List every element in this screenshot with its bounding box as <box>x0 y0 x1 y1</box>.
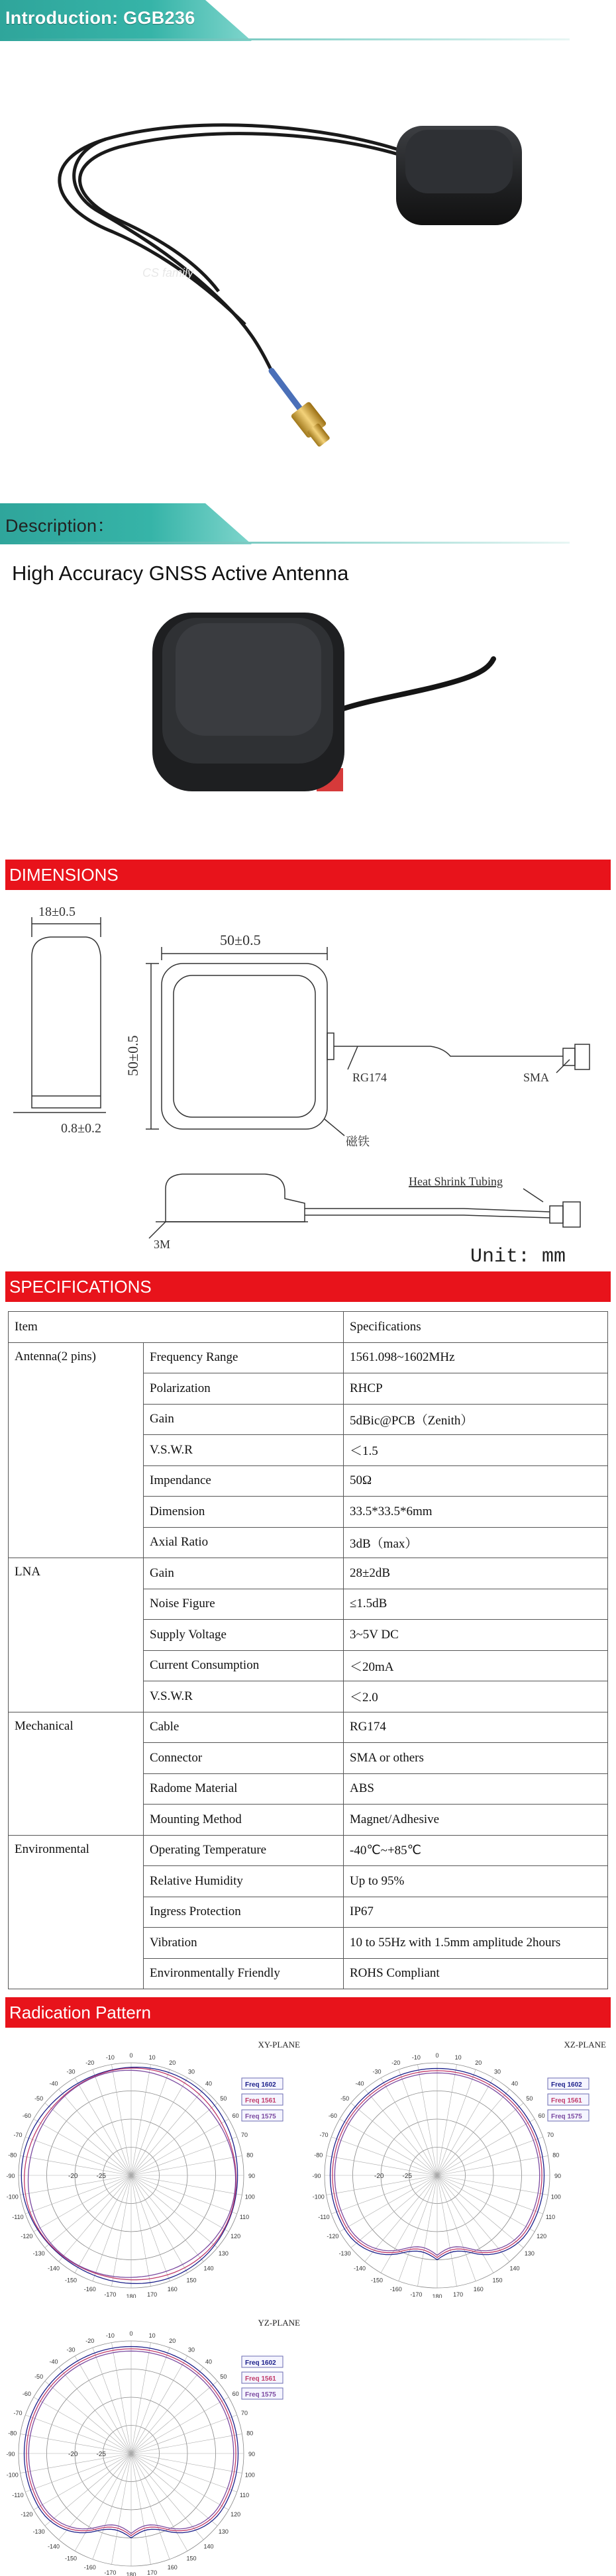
table-row <box>9 1835 608 1866</box>
polar-angle-label: -150 <box>64 2555 77 2562</box>
polar-angle-label: -70 <box>319 2131 329 2138</box>
intro-banner <box>0 0 570 41</box>
polar-angle-label: -170 <box>104 2569 117 2576</box>
plane-title: YZ-PLANE <box>258 2318 300 2328</box>
polar-angle-label: 40 <box>205 2080 212 2087</box>
polar-spoke <box>131 2381 217 2453</box>
polar-angle-label: 150 <box>186 2277 197 2284</box>
polar-spoke <box>25 2415 131 2453</box>
polar-angle-label: 150 <box>492 2277 503 2284</box>
polar-angle-label: 180 <box>126 2293 136 2298</box>
svg-text:Freq 1602: Freq 1602 <box>245 2359 276 2367</box>
legend-item <box>548 2094 589 2105</box>
spec-group-name: LNA <box>9 1558 144 1712</box>
polar-angle-label: 50 <box>220 2373 227 2381</box>
specifications-title: SPECIFICATIONS <box>9 1277 152 1297</box>
spec-param: Connector <box>144 1743 344 1774</box>
polar-angle-label: 60 <box>232 2391 239 2397</box>
polar-angle-label: 10 <box>148 2054 156 2061</box>
polar-angle-label: -120 <box>327 2233 339 2240</box>
polar-spoke <box>437 2089 509 2175</box>
polar-ring-label: -25 <box>402 2173 412 2180</box>
polar-spoke <box>131 2103 217 2175</box>
polar-angle-label: 130 <box>524 2250 535 2257</box>
polar-angle-label: -10 <box>105 2054 115 2061</box>
svg-text:Freq 1602: Freq 1602 <box>245 2081 276 2089</box>
polar-angle-label: -20 <box>391 2059 401 2066</box>
polar-angle-label: 70 <box>241 2131 248 2138</box>
spec-value: -40℃~+85℃ <box>344 1835 608 1866</box>
polar-angle-label: -120 <box>21 2511 33 2518</box>
polar-angle-label: -80 <box>8 2152 17 2159</box>
legend-item <box>242 2094 283 2105</box>
spec-param: Ingress Protection <box>144 1897 344 1928</box>
polar-spoke <box>131 2175 237 2214</box>
polar-spoke <box>93 2175 131 2281</box>
legend-item <box>242 2078 283 2089</box>
polar-spoke <box>131 2348 170 2453</box>
antenna-closeup <box>0 599 616 818</box>
svg-text:Freq 1575: Freq 1575 <box>245 2113 276 2120</box>
spec-value: Up to 95% <box>344 1866 608 1897</box>
table-row <box>9 1342 608 1373</box>
polar-angle-label: -150 <box>370 2277 384 2284</box>
spec-param: Noise Figure <box>144 1589 344 1620</box>
polar-angle-label: -90 <box>6 2451 15 2457</box>
polar-spoke <box>93 2348 131 2453</box>
polar-angle-label: 150 <box>186 2555 197 2562</box>
polar-angle-label: -40 <box>49 2080 58 2087</box>
spec-value: 3dB（max） <box>344 1527 608 1558</box>
svg-text:Freq 1561: Freq 1561 <box>551 2097 582 2105</box>
polar-angle-label: -60 <box>22 2391 31 2397</box>
polar-angle-label: 80 <box>246 2152 254 2159</box>
polar-spoke <box>437 2069 476 2175</box>
polar-spoke <box>131 2175 203 2261</box>
polar-angle-label: -110 <box>12 2492 24 2499</box>
svg-text:Freq 1575: Freq 1575 <box>551 2113 582 2120</box>
polar-spoke <box>131 2453 217 2526</box>
polar-angle-label: 100 <box>550 2193 561 2201</box>
polar-angle-label: -150 <box>64 2277 77 2284</box>
polar-angle-label: -160 <box>389 2286 402 2293</box>
antenna-puck <box>396 126 522 225</box>
polar-angle-label: 20 <box>169 2337 176 2344</box>
polar-angle-label: -140 <box>48 2265 60 2272</box>
spec-value: 10 to 55Hz with 1.5mm amplitude 2hours <box>344 1928 608 1959</box>
spec-param: V.S.W.R <box>144 1681 344 1712</box>
polar-spoke <box>437 2137 543 2175</box>
legend-item <box>242 2388 283 2399</box>
spec-param: Environmentally Friendly <box>144 1958 344 1989</box>
polar-spoke <box>59 2089 131 2175</box>
polar-spoke <box>351 2175 437 2248</box>
polar-spoke <box>131 2367 203 2453</box>
polar-spoke <box>131 2137 237 2175</box>
polar-angle-label: -130 <box>338 2250 351 2257</box>
polar-spoke <box>131 2089 203 2175</box>
polar-spoke <box>131 2453 170 2559</box>
polar-angle-label: 170 <box>147 2569 158 2576</box>
polar-angle-label: -10 <box>411 2054 421 2061</box>
spec-value: 5dBic@PCB（Zenith） <box>344 1404 608 1435</box>
spec-value: Magnet/Adhesive <box>344 1805 608 1836</box>
legend-item <box>242 2372 283 2383</box>
polar-angle-label: 90 <box>248 2451 256 2457</box>
polar-angle-label: 120 <box>537 2233 547 2240</box>
polar-ring-label: -20 <box>374 2173 384 2180</box>
spec-param: V.S.W.R <box>144 1435 344 1466</box>
polar-spoke <box>331 2175 437 2214</box>
spec-value: RG174 <box>344 1712 608 1743</box>
polar-angle-label: 140 <box>203 2543 214 2550</box>
spec-param: Impendance <box>144 1465 344 1497</box>
polar-angle-label: 50 <box>526 2095 533 2103</box>
polar-spoke <box>131 2453 237 2492</box>
polar-angle-label: 70 <box>547 2131 554 2138</box>
polar-angle-label: 10 <box>148 2332 156 2339</box>
polar-angle-label: -80 <box>314 2152 323 2159</box>
polar-angle-label: -50 <box>340 2095 350 2103</box>
specifications-table <box>8 1311 608 1989</box>
polar-angle-label: -60 <box>22 2112 31 2119</box>
spec-param: Relative Humidity <box>144 1866 344 1897</box>
svg-text:Freq 1561: Freq 1561 <box>245 2097 276 2105</box>
polar-angle-label: -20 <box>85 2337 95 2344</box>
legend-item <box>548 2110 589 2121</box>
polar-angle-label: -50 <box>34 2373 44 2381</box>
polar-ring-label: -25 <box>96 2173 106 2180</box>
polar-angle-label: -50 <box>34 2095 44 2103</box>
polar-angle-label: 80 <box>552 2152 560 2159</box>
spec-param: Operating Temperature <box>144 1835 344 1866</box>
description-banner <box>0 503 570 544</box>
spec-value: 1561.098~1602MHz <box>344 1342 608 1373</box>
spec-header-row <box>9 1312 608 1343</box>
spec-param: Polarization <box>144 1373 344 1405</box>
polar-angle-label: 40 <box>205 2358 212 2365</box>
polar-angle-label: -30 <box>66 2346 76 2353</box>
spec-param: Dimension <box>144 1497 344 1528</box>
spec-column-value: Specifications <box>344 1312 608 1343</box>
polar-spoke <box>93 2453 131 2559</box>
polar-angle-label: 110 <box>239 2214 250 2221</box>
polar-spoke <box>93 2069 131 2175</box>
polar-angle-label: 180 <box>432 2293 442 2298</box>
polar-angle-label: -100 <box>6 2471 19 2479</box>
polar-angle-label: 30 <box>187 2346 195 2353</box>
description-title: Description： <box>5 516 115 536</box>
table-row <box>9 1558 608 1589</box>
polar-angle-label: 0 <box>435 2052 439 2059</box>
polar-angle-label: -130 <box>32 2250 45 2257</box>
dim-magnet-label: 磁铁 <box>346 1135 370 1148</box>
spec-value: ≤1.5dB <box>344 1589 608 1620</box>
polar-angle-label: -170 <box>410 2291 423 2298</box>
spec-value: 50Ω <box>344 1465 608 1497</box>
table-row <box>9 1712 608 1743</box>
polar-angle-label: 20 <box>169 2059 176 2066</box>
polar-angle-label: 0 <box>129 2330 133 2337</box>
radiation-title: Radication Pattern <box>9 2003 151 2022</box>
brand-label: CS family <box>142 266 194 279</box>
product-photo <box>0 99 616 490</box>
polar-angle-label: -140 <box>354 2265 366 2272</box>
polar-angle-label: 90 <box>554 2173 562 2179</box>
polar-angle-label: -170 <box>104 2291 117 2298</box>
spec-group-name: Environmental <box>9 1835 144 1989</box>
polar-plot <box>5 2033 307 2298</box>
spec-value: RHCP <box>344 1373 608 1405</box>
intro-title: Introduction: GGB236 <box>5 8 195 28</box>
polar-angle-label: 110 <box>239 2492 250 2499</box>
polar-angle-label: 60 <box>538 2112 545 2119</box>
polar-spoke <box>45 2381 131 2453</box>
polar-spoke <box>45 2175 131 2248</box>
spec-value: SMA or others <box>344 1743 608 1774</box>
spec-param: Radome Material <box>144 1773 344 1805</box>
polar-angle-label: 20 <box>475 2059 482 2066</box>
polar-angle-label: 160 <box>473 2286 484 2293</box>
polar-spoke <box>25 2137 131 2175</box>
plane-title: XZ-PLANE <box>564 2040 606 2050</box>
polar-angle-label: 110 <box>545 2214 556 2221</box>
polar-angle-label: 70 <box>241 2409 248 2416</box>
dim-tape-label: 3M <box>154 1238 171 1251</box>
spec-param: Cable <box>144 1712 344 1743</box>
polar-angle-label: 60 <box>232 2112 239 2119</box>
dim-tubing-label: Heat Shrink Tubing <box>409 1175 503 1188</box>
plane-title: XY-PLANE <box>258 2040 300 2050</box>
svg-text:Freq 1575: Freq 1575 <box>245 2391 276 2399</box>
polar-angle-label: -140 <box>48 2543 60 2550</box>
spec-value: ＜1.5 <box>344 1435 608 1466</box>
polar-angle-label: -120 <box>21 2233 33 2240</box>
spec-param: Mounting Method <box>144 1805 344 1836</box>
spec-value: 28±2dB <box>344 1558 608 1589</box>
spec-param: Current Consumption <box>144 1650 344 1681</box>
polar-spoke <box>59 2175 131 2261</box>
polar-spoke <box>437 2175 476 2281</box>
polar-angle-label: -60 <box>328 2112 337 2119</box>
spec-value: ＜20mA <box>344 1650 608 1681</box>
polar-spoke <box>45 2453 131 2526</box>
polar-angle-label: 120 <box>231 2233 241 2240</box>
polar-angle-label: -40 <box>355 2080 364 2087</box>
polar-angle-label: 140 <box>203 2265 214 2272</box>
polar-angle-label: -110 <box>318 2214 330 2221</box>
polar-angle-label: 120 <box>231 2511 241 2518</box>
polar-plot <box>311 2033 613 2298</box>
polar-angle-label: 100 <box>244 2193 255 2201</box>
spec-group-name: Mechanical <box>9 1712 144 1835</box>
polar-angle-label: -80 <box>8 2430 17 2437</box>
polar-spoke <box>399 2069 437 2175</box>
spec-param: Supply Voltage <box>144 1620 344 1651</box>
polar-angle-label: -30 <box>66 2068 76 2075</box>
polar-angle-label: 30 <box>493 2068 501 2075</box>
spec-param: Frequency Range <box>144 1342 344 1373</box>
legend-item <box>242 2110 283 2121</box>
legend-item <box>242 2356 283 2367</box>
spec-param: Gain <box>144 1404 344 1435</box>
polar-angle-label: -40 <box>49 2358 58 2365</box>
polar-angle-label: -90 <box>312 2173 321 2179</box>
polar-angle-label: -130 <box>32 2528 45 2535</box>
spec-param: Vibration <box>144 1928 344 1959</box>
polar-spoke <box>45 2103 131 2175</box>
polar-angle-label: -10 <box>105 2332 115 2339</box>
polar-angle-label: 160 <box>167 2286 178 2293</box>
polar-angle-label: -70 <box>13 2131 23 2138</box>
polar-angle-label: -20 <box>85 2059 95 2066</box>
polar-spoke <box>437 2175 543 2214</box>
dim-connector-label: SMA <box>523 1071 550 1084</box>
polar-plot <box>5 2311 307 2576</box>
spec-value: 33.5*33.5*6mm <box>344 1497 608 1528</box>
polar-angle-label: -70 <box>13 2409 23 2416</box>
polar-spoke <box>131 2175 217 2248</box>
polar-spoke <box>131 2069 170 2175</box>
polar-angle-label: 130 <box>218 2250 229 2257</box>
polar-spoke <box>399 2175 437 2281</box>
polar-ring-label: -20 <box>68 2173 78 2180</box>
polar-angle-label: 100 <box>244 2471 255 2479</box>
polar-spoke <box>131 2175 170 2281</box>
dim-height-label: 18±0.5 <box>38 905 76 919</box>
polar-spoke <box>437 2175 523 2248</box>
polar-angle-label: -100 <box>6 2193 19 2201</box>
polar-angle-label: -160 <box>83 2286 96 2293</box>
polar-angle-label: 80 <box>246 2430 254 2437</box>
polar-spoke <box>331 2137 437 2175</box>
polar-angle-label: 180 <box>126 2571 136 2576</box>
polar-angle-label: 170 <box>147 2291 158 2298</box>
specifications-header <box>5 1271 611 1302</box>
spec-value: IP67 <box>344 1897 608 1928</box>
polar-spoke <box>25 2175 131 2214</box>
spec-value: ＜2.0 <box>344 1681 608 1712</box>
svg-text:Freq 1561: Freq 1561 <box>245 2375 276 2383</box>
headline: High Accuracy GNSS Active Antenna <box>12 562 349 585</box>
dim-cable-label: RG174 <box>352 1071 387 1084</box>
polar-ring-label: -20 <box>68 2451 78 2458</box>
dim-width-label: 50±0.5 <box>220 932 261 948</box>
dimensions-drawing <box>0 897 616 1268</box>
radiation-header <box>5 1997 611 2028</box>
dim-unit-label: Unit: mm <box>470 1246 566 1268</box>
polar-spoke <box>59 2367 131 2453</box>
polar-ring-label: -25 <box>96 2451 106 2458</box>
dim-base-label: 0.8±0.2 <box>61 1121 101 1136</box>
svg-text:Freq 1602: Freq 1602 <box>551 2081 582 2089</box>
spec-param: Gain <box>144 1558 344 1589</box>
spec-column-item: Item <box>9 1312 344 1343</box>
spec-param: Axial Ratio <box>144 1527 344 1558</box>
polar-angle-label: 30 <box>187 2068 195 2075</box>
polar-angle-label: -160 <box>83 2564 96 2571</box>
spec-value: ROHS Compliant <box>344 1958 608 1989</box>
polar-spoke <box>365 2089 437 2175</box>
polar-spoke <box>351 2103 437 2175</box>
polar-spoke <box>131 2415 237 2453</box>
polar-angle-label: 50 <box>220 2095 227 2103</box>
polar-angle-label: 10 <box>454 2054 462 2061</box>
polar-angle-label: 160 <box>167 2564 178 2571</box>
polar-angle-label: 140 <box>509 2265 520 2272</box>
polar-angle-label: -90 <box>6 2173 15 2179</box>
spec-group-name: Antenna(2 pins) <box>9 1342 144 1558</box>
polar-angle-label: 130 <box>218 2528 229 2535</box>
polar-angle-label: 90 <box>248 2173 256 2179</box>
polar-angle-label: -30 <box>372 2068 382 2075</box>
polar-spoke <box>25 2453 131 2492</box>
dim-length-label: 50±0.5 <box>125 1035 141 1076</box>
polar-angle-label: 170 <box>453 2291 464 2298</box>
dimensions-title: DIMENSIONS <box>9 865 119 885</box>
polar-angle-label: 40 <box>511 2080 518 2087</box>
polar-spoke <box>437 2103 523 2175</box>
polar-angle-label: 0 <box>129 2052 133 2059</box>
polar-angle-label: -110 <box>12 2214 24 2221</box>
spec-value: 3~5V DC <box>344 1620 608 1651</box>
polar-angle-label: -100 <box>312 2193 325 2201</box>
dimensions-header <box>5 860 611 890</box>
spec-value: ABS <box>344 1773 608 1805</box>
legend-item <box>548 2078 589 2089</box>
